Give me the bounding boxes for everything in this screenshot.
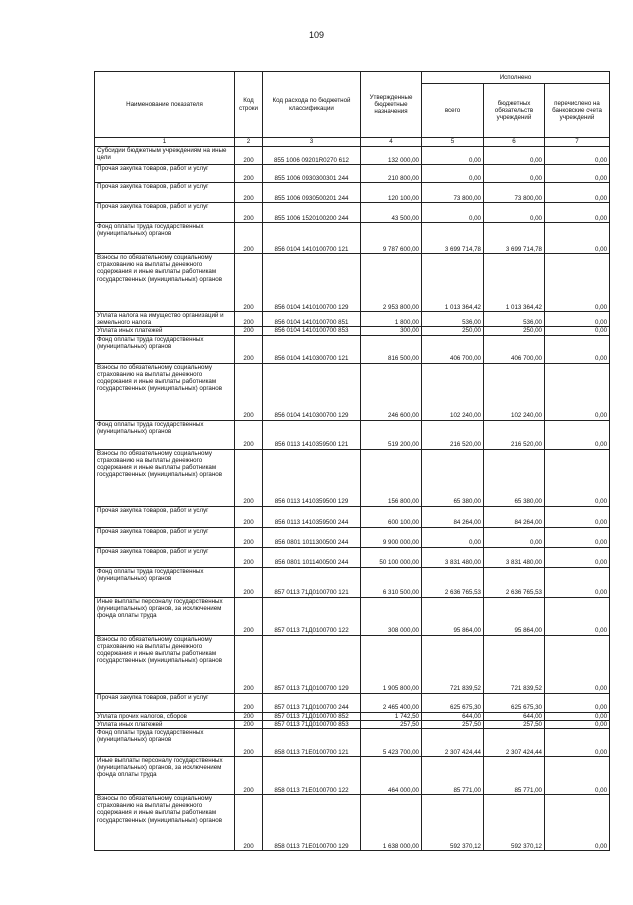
table-row [95, 506, 610, 527]
row-kbk-cell: 857 0113 71Д0100700 121 [263, 567, 361, 597]
row-approved-cell: 300,00 [361, 327, 422, 335]
row-transferred-cell: 0,00 [545, 312, 610, 327]
row-obligations-cell: 85 771,00 [484, 757, 545, 795]
row-code-cell: 200 [235, 720, 263, 728]
row-obligations-cell: 592 370,12 [484, 795, 545, 851]
row-name-cell: Взносы по обязательному социальному страхованию на выплаты денежного содержания и иные выплаты работникам государственных (муниципальных) органов [95, 795, 235, 851]
row-kbk-cell: 856 0104 1410100700 129 [263, 254, 361, 312]
row-kbk-cell: 858 0113 71Е0100700 122 [263, 757, 361, 795]
row-total-cell: 406 700,00 [422, 335, 484, 363]
row-name-cell: Субсидии бюджетным учреждениям на иные цели [95, 147, 235, 165]
row-name-cell: Фонд оплаты труда государственных (муниципальных) органов [95, 420, 235, 449]
row-name-cell: Фонд оплаты труда государственных (муниципальных) органов [95, 335, 235, 363]
row-total-cell: 216 520,00 [422, 420, 484, 449]
row-total-cell: 536,00 [422, 312, 484, 327]
row-total-cell: 3 831 480,00 [422, 547, 484, 567]
row-approved-cell: 120 100,00 [361, 183, 422, 203]
header-code: Код строки [235, 72, 263, 138]
row-approved-cell: 132 000,00 [361, 147, 422, 165]
row-approved-cell: 816 500,00 [361, 335, 422, 363]
row-approved-cell: 257,50 [361, 720, 422, 728]
row-code-cell: 200 [235, 363, 263, 420]
table-row [95, 327, 610, 335]
row-name-cell: Уплата прочих налогов, сборов [95, 712, 235, 720]
row-code-cell: 200 [235, 165, 263, 183]
row-code-cell: 200 [235, 203, 263, 223]
row-total-cell: 0,00 [422, 527, 484, 547]
column-number-row [95, 138, 610, 147]
row-obligations-cell: 65 380,00 [484, 449, 545, 506]
row-obligations-cell: 257,50 [484, 720, 545, 728]
row-obligations-cell: 644,00 [484, 712, 545, 720]
row-transferred-cell: 0,00 [545, 506, 610, 527]
row-kbk-cell: 855 1006 0930500201 244 [263, 183, 361, 203]
row-total-cell: 65 380,00 [422, 449, 484, 506]
table-body [95, 147, 610, 851]
row-code-cell: 200 [235, 567, 263, 597]
row-transferred-cell: 0,00 [545, 795, 610, 851]
row-code-cell: 200 [235, 547, 263, 567]
row-kbk-cell: 857 0113 71Д0100700 852 [263, 712, 361, 720]
header-obligations: бюджетных обязательств учреждений [484, 84, 545, 138]
row-kbk-cell: 857 0113 71Д0100700 244 [263, 693, 361, 712]
table-row [95, 363, 610, 420]
budget-execution-table [94, 71, 610, 851]
row-transferred-cell: 0,00 [545, 547, 610, 567]
row-transferred-cell: 0,00 [545, 183, 610, 203]
row-obligations-cell: 3 699 714,78 [484, 223, 545, 254]
table-row [95, 712, 610, 720]
row-total-cell: 644,00 [422, 712, 484, 720]
row-name-cell: Уплата иных платежей [95, 327, 235, 335]
row-code-cell: 200 [235, 420, 263, 449]
row-kbk-cell: 857 0113 71Д0100700 129 [263, 635, 361, 693]
row-code-cell: 200 [235, 327, 263, 335]
row-approved-cell: 1 742,50 [361, 712, 422, 720]
row-approved-cell: 464 000,00 [361, 757, 422, 795]
row-code-cell: 200 [235, 757, 263, 795]
row-approved-cell: 308 000,00 [361, 597, 422, 635]
row-transferred-cell: 0,00 [545, 203, 610, 223]
row-total-cell: 73 800,00 [422, 183, 484, 203]
row-obligations-cell: 102 240,00 [484, 363, 545, 420]
row-approved-cell: 246 600,00 [361, 363, 422, 420]
header-executed: Исполнено [422, 72, 610, 84]
row-code-cell: 200 [235, 449, 263, 506]
row-transferred-cell: 0,00 [545, 327, 610, 335]
row-obligations-cell: 0,00 [484, 527, 545, 547]
row-approved-cell: 210 800,00 [361, 165, 422, 183]
table-row [95, 757, 610, 795]
row-approved-cell: 6 310 500,00 [361, 567, 422, 597]
row-name-cell: Прочая закупка товаров, работ и услуг [95, 183, 235, 203]
table-row [95, 335, 610, 363]
row-code-cell: 200 [235, 254, 263, 312]
row-code-cell: 200 [235, 506, 263, 527]
row-approved-cell: 2 465 400,00 [361, 693, 422, 712]
row-transferred-cell: 0,00 [545, 449, 610, 506]
row-kbk-cell: 856 0104 1410100700 851 [263, 312, 361, 327]
row-total-cell: 257,50 [422, 720, 484, 728]
row-obligations-cell: 73 800,00 [484, 183, 545, 203]
row-kbk-cell: 857 0113 71Д0100700 122 [263, 597, 361, 635]
row-total-cell: 85 771,00 [422, 757, 484, 795]
row-transferred-cell: 0,00 [545, 147, 610, 165]
row-total-cell: 2 636 765,53 [422, 567, 484, 597]
row-transferred-cell: 0,00 [545, 223, 610, 254]
row-name-cell: Уплата налога на имущество организаций и земельного налога [95, 312, 235, 327]
row-transferred-cell: 0,00 [545, 254, 610, 312]
row-transferred-cell: 0,00 [545, 597, 610, 635]
row-obligations-cell: 406 700,00 [484, 335, 545, 363]
row-name-cell: Уплата иных платежей [95, 720, 235, 728]
row-approved-cell: 519 200,00 [361, 420, 422, 449]
row-total-cell: 0,00 [422, 203, 484, 223]
row-name-cell: Прочая закупка товаров, работ и услуг [95, 203, 235, 223]
row-total-cell: 592 370,12 [422, 795, 484, 851]
row-obligations-cell: 625 675,30 [484, 693, 545, 712]
row-code-cell: 200 [235, 712, 263, 720]
row-transferred-cell: 0,00 [545, 712, 610, 720]
table-row [95, 203, 610, 223]
row-kbk-cell: 858 0113 71Е0100700 129 [263, 795, 361, 851]
row-approved-cell: 43 500,00 [361, 203, 422, 223]
row-transferred-cell: 0,00 [545, 635, 610, 693]
row-code-cell: 200 [235, 147, 263, 165]
table-row [95, 147, 610, 165]
row-code-cell: 200 [235, 729, 263, 757]
row-kbk-cell: 856 0104 1410100700 853 [263, 327, 361, 335]
header-kbk: Код расхода по бюджетной классификации [263, 72, 361, 138]
row-transferred-cell: 0,00 [545, 693, 610, 712]
row-name-cell: Прочая закупка товаров, работ и услуг [95, 506, 235, 527]
row-kbk-cell: 858 0113 71Е0100700 121 [263, 729, 361, 757]
row-name-cell: Фонд оплаты труда государственных (муниципальных) органов [95, 223, 235, 254]
row-approved-cell: 1 638 000,00 [361, 795, 422, 851]
row-approved-cell: 600 100,00 [361, 506, 422, 527]
row-name-cell: Прочая закупка товаров, работ и услуг [95, 693, 235, 712]
row-kbk-cell: 855 1006 0930300301 244 [263, 165, 361, 183]
row-code-cell: 200 [235, 693, 263, 712]
row-total-cell: 721 839,52 [422, 635, 484, 693]
row-name-cell: Взносы по обязательному социальному страхованию на выплаты денежного содержания и иные выплаты работникам государственных (муниципальных) органов [95, 449, 235, 506]
table-row [95, 312, 610, 327]
header-name: Наименование показателя [95, 72, 235, 138]
row-kbk-cell: 856 0104 1410100700 121 [263, 223, 361, 254]
row-total-cell: 84 264,00 [422, 506, 484, 527]
row-kbk-cell: 856 0113 1410359500 129 [263, 449, 361, 506]
table-row [95, 165, 610, 183]
row-transferred-cell: 0,00 [545, 720, 610, 728]
row-kbk-cell: 855 1006 09201R0270 612 [263, 147, 361, 165]
page-number: 109 [308, 30, 325, 40]
row-obligations-cell: 0,00 [484, 165, 545, 183]
row-code-cell: 200 [235, 795, 263, 851]
table-row [95, 547, 610, 567]
row-total-cell: 1 013 364,42 [422, 254, 484, 312]
row-kbk-cell: 856 0113 1410359500 244 [263, 506, 361, 527]
row-code-cell: 200 [235, 527, 263, 547]
row-approved-cell: 2 953 800,00 [361, 254, 422, 312]
row-approved-cell: 9 787 600,00 [361, 223, 422, 254]
row-approved-cell: 5 423 700,00 [361, 729, 422, 757]
row-kbk-cell: 856 0113 1410359500 121 [263, 420, 361, 449]
row-code-cell: 200 [235, 335, 263, 363]
row-total-cell: 0,00 [422, 147, 484, 165]
row-transferred-cell: 0,00 [545, 165, 610, 183]
row-approved-cell: 1 800,00 [361, 312, 422, 327]
column-number: 2 [235, 138, 263, 147]
row-approved-cell: 50 100 000,00 [361, 547, 422, 567]
row-obligations-cell: 0,00 [484, 203, 545, 223]
table-row [95, 420, 610, 449]
row-total-cell: 3 699 714,78 [422, 223, 484, 254]
row-obligations-cell: 84 264,00 [484, 506, 545, 527]
table-row [95, 635, 610, 693]
table-row [95, 597, 610, 635]
table-row [95, 693, 610, 712]
row-obligations-cell: 2 307 424,44 [484, 729, 545, 757]
column-number: 6 [484, 138, 545, 147]
row-kbk-cell: 857 0113 71Д0100700 853 [263, 720, 361, 728]
column-number: 5 [422, 138, 484, 147]
row-name-cell: Фонд оплаты труда государственных (муниципальных) органов [95, 567, 235, 597]
table-row [95, 720, 610, 728]
row-name-cell: Фонд оплаты труда государственных (муниципальных) органов [95, 729, 235, 757]
row-name-cell: Иные выплаты персоналу государственных (муниципальных) органов, за исключением фонда оплаты труда [95, 597, 235, 635]
header-approved: Утвержденные бюджетные назначения [361, 72, 422, 138]
row-total-cell: 102 240,00 [422, 363, 484, 420]
row-transferred-cell: 0,00 [545, 757, 610, 795]
row-total-cell: 250,00 [422, 327, 484, 335]
row-obligations-cell: 0,00 [484, 147, 545, 165]
row-kbk-cell: 855 1006 1520100200 244 [263, 203, 361, 223]
row-obligations-cell: 250,00 [484, 327, 545, 335]
table-row [95, 254, 610, 312]
row-total-cell: 0,00 [422, 165, 484, 183]
row-kbk-cell: 856 0801 1011400500 244 [263, 547, 361, 567]
row-obligations-cell: 3 831 480,00 [484, 547, 545, 567]
row-name-cell: Взносы по обязательному социальному страхованию на выплаты денежного содержания и иные выплаты работникам государственных (муниципальных) органов [95, 363, 235, 420]
row-obligations-cell: 536,00 [484, 312, 545, 327]
table-row [95, 183, 610, 203]
row-name-cell: Прочая закупка товаров, работ и услуг [95, 527, 235, 547]
header-transferred: перечислено на банковские счета учреждений [545, 84, 610, 138]
row-transferred-cell: 0,00 [545, 527, 610, 547]
row-code-cell: 200 [235, 312, 263, 327]
row-total-cell: 95 864,00 [422, 597, 484, 635]
table-row [95, 795, 610, 851]
row-kbk-cell: 856 0104 1410300700 121 [263, 335, 361, 363]
table-header [95, 72, 610, 147]
row-transferred-cell: 0,00 [545, 335, 610, 363]
row-transferred-cell: 0,00 [545, 363, 610, 420]
row-name-cell: Взносы по обязательному социальному страхованию на выплаты денежного содержания и иные выплаты работникам государственных (муниципальных) органов [95, 254, 235, 312]
row-transferred-cell: 0,00 [545, 567, 610, 597]
column-number: 1 [95, 138, 235, 147]
header-total: всего [422, 84, 484, 138]
row-obligations-cell: 1 013 364,42 [484, 254, 545, 312]
row-name-cell: Взносы по обязательному социальному страхованию на выплаты денежного содержания и иные выплаты работникам государственных (муниципальных) органов [95, 635, 235, 693]
table-row [95, 223, 610, 254]
column-number: 4 [361, 138, 422, 147]
table-row [95, 449, 610, 506]
table-row [95, 567, 610, 597]
row-kbk-cell: 856 0801 1011300500 244 [263, 527, 361, 547]
row-name-cell: Прочая закупка товаров, работ и услуг [95, 547, 235, 567]
row-code-cell: 200 [235, 597, 263, 635]
row-approved-cell: 1 905 800,00 [361, 635, 422, 693]
row-transferred-cell: 0,00 [545, 729, 610, 757]
row-transferred-cell: 0,00 [545, 420, 610, 449]
row-obligations-cell: 95 864,00 [484, 597, 545, 635]
row-obligations-cell: 2 636 765,53 [484, 567, 545, 597]
row-code-cell: 200 [235, 635, 263, 693]
row-approved-cell: 156 800,00 [361, 449, 422, 506]
column-number: 7 [545, 138, 610, 147]
table-row [95, 527, 610, 547]
row-kbk-cell: 856 0104 1410300700 129 [263, 363, 361, 420]
row-approved-cell: 9 900 000,00 [361, 527, 422, 547]
row-code-cell: 200 [235, 223, 263, 254]
row-name-cell: Прочая закупка товаров, работ и услуг [95, 165, 235, 183]
row-obligations-cell: 721 839,52 [484, 635, 545, 693]
table-row [95, 729, 610, 757]
row-name-cell: Иные выплаты персоналу государственных (муниципальных) органов, за исключением фонда оплаты труда [95, 757, 235, 795]
row-code-cell: 200 [235, 183, 263, 203]
row-total-cell: 2 307 424,44 [422, 729, 484, 757]
column-number: 3 [263, 138, 361, 147]
row-obligations-cell: 216 520,00 [484, 420, 545, 449]
row-total-cell: 625 675,30 [422, 693, 484, 712]
